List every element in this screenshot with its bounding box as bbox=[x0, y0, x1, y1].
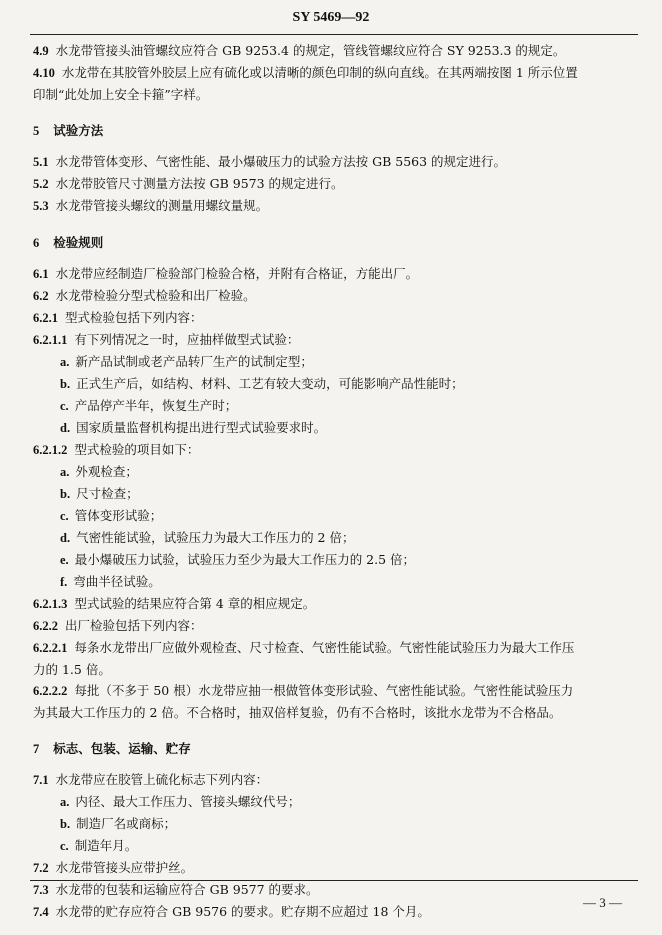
list-item-letter: a. bbox=[60, 795, 70, 809]
clause-line bbox=[33, 329, 633, 351]
clause-line bbox=[33, 659, 633, 680]
clause-line bbox=[33, 285, 633, 307]
list-item-text: 正式生产后，如结构、材料、工艺有较大变动，可能影响产品性能时； bbox=[76, 376, 464, 391]
clause-number: 5.2 bbox=[33, 177, 49, 191]
clause-number: 6.2.1.3 bbox=[33, 597, 68, 611]
clause-number: 4.10 bbox=[33, 66, 55, 80]
section-heading bbox=[33, 738, 633, 760]
list-item-text: 产品停产半年，恢复生产时； bbox=[74, 398, 238, 413]
clause-text: 印制“此处加上安全卡箍”字样。 bbox=[33, 87, 209, 102]
clause-text: 型式试验的结果应符合第 4 章的相应规定。 bbox=[74, 596, 316, 611]
list-item bbox=[33, 395, 633, 417]
section-title: 试验方法 bbox=[53, 123, 104, 138]
clause-text: 型式检验包括下列内容： bbox=[65, 310, 203, 325]
clause-line bbox=[33, 84, 633, 105]
clause-number: 5.3 bbox=[33, 199, 49, 213]
clause-line bbox=[33, 593, 633, 615]
clause-text: 水龙带应经制造厂检验部门检验合格，并附有合格证，方能出厂。 bbox=[55, 266, 419, 281]
clause-number: 6.2.1.1 bbox=[33, 333, 68, 347]
list-item-text: 制造厂名或商标； bbox=[76, 816, 177, 831]
clause-number: 7.4 bbox=[33, 905, 49, 919]
list-item-letter: d. bbox=[60, 421, 71, 435]
clause-line bbox=[33, 769, 633, 791]
clause-number: 7.3 bbox=[33, 883, 49, 897]
list-item bbox=[33, 813, 633, 835]
list-item-text: 外观检查； bbox=[75, 464, 138, 479]
clause-line bbox=[33, 40, 633, 62]
list-item-letter: b. bbox=[60, 377, 71, 391]
list-item-letter: c. bbox=[60, 509, 69, 523]
section-number: 6 bbox=[33, 236, 40, 250]
list-item-letter: e. bbox=[60, 553, 69, 567]
clause-number: 4.9 bbox=[33, 44, 49, 58]
list-item bbox=[33, 461, 633, 483]
list-item bbox=[33, 505, 633, 527]
list-item-text: 管体变形试验； bbox=[74, 508, 163, 523]
clause-number: 7.2 bbox=[33, 861, 49, 875]
clause-line bbox=[33, 307, 633, 329]
section-heading bbox=[33, 120, 633, 142]
list-item-letter: a. bbox=[60, 465, 70, 479]
list-item-letter: d. bbox=[60, 531, 71, 545]
clause-text: 水龙带管接头油管螺纹应符合 GB 9253.4 的规定，管线管螺纹应符合 SY 9253.3 的规定。 bbox=[55, 43, 566, 58]
clause-line bbox=[33, 62, 633, 84]
clause-text: 水龙带管接头螺纹的测量用螺纹量规。 bbox=[55, 198, 269, 213]
clause-text: 水龙带胶管尺寸测量方法按 GB 9573 的规定进行。 bbox=[55, 176, 344, 191]
list-item bbox=[33, 791, 633, 813]
clause-line bbox=[33, 195, 633, 217]
clause-text: 水龙带的贮存应符合 GB 9576 的要求。贮存期不应超过 18 个月。 bbox=[55, 904, 430, 919]
section-heading bbox=[33, 232, 633, 254]
list-item-text: 国家质量监督机构提出进行型式试验要求时。 bbox=[76, 420, 327, 435]
section-number: 7 bbox=[33, 742, 40, 756]
list-item-text: 气密性能试验，试验压力为最大工作压力的 2 倍； bbox=[76, 530, 355, 545]
document-body bbox=[33, 40, 633, 923]
clause-text: 水龙带的包装和运输应符合 GB 9577 的要求。 bbox=[55, 882, 319, 897]
list-item-text: 最小爆破压力试验，试验压力至少为最大工作压力的 2.5 倍； bbox=[74, 552, 416, 567]
clause-line bbox=[33, 857, 633, 879]
list-item-letter: c. bbox=[60, 839, 69, 853]
clause-text: 水龙带管体变形、气密性能、最小爆破压力的试验方法按 GB 5563 的规定进行。 bbox=[55, 154, 507, 169]
list-item bbox=[33, 571, 633, 593]
clause-text: 水龙带应在胶管上硫化标志下列内容： bbox=[55, 772, 269, 787]
list-item-text: 尺寸检查； bbox=[76, 486, 139, 501]
clause-text: 力的 1.5 倍。 bbox=[33, 662, 111, 677]
list-item bbox=[33, 835, 633, 857]
section-gap bbox=[33, 217, 633, 225]
list-item-letter: c. bbox=[60, 399, 69, 413]
clause-line bbox=[33, 637, 633, 659]
clause-line bbox=[33, 680, 633, 702]
list-item-letter: b. bbox=[60, 487, 71, 501]
clause-text: 水龙带管接头应带护丝。 bbox=[55, 860, 194, 875]
clause-text: 有下列情况之一时，应抽样做型式试验： bbox=[74, 332, 300, 347]
clause-text: 出厂检验包括下列内容： bbox=[65, 618, 203, 633]
clause-text: 为其最大工作压力的 2 倍。不合格时，抽双倍样复验，仍有不合格时，该批水龙带为不合格品。 bbox=[33, 705, 562, 720]
list-item bbox=[33, 483, 633, 505]
section-gap bbox=[33, 105, 633, 113]
clause-line bbox=[33, 263, 633, 285]
clause-number: 6.1 bbox=[33, 267, 49, 281]
clause-text: 水龙带在其胶管外胶层上应有硫化或以清晰的颜色印制的纵向直线。在其两端按图 1 所示位置 bbox=[61, 65, 578, 80]
clause-number: 6.2.2.1 bbox=[33, 641, 68, 655]
list-item-letter: b. bbox=[60, 817, 71, 831]
section-title: 检验规则 bbox=[53, 235, 104, 250]
clause-text: 水龙带检验分型式检验和出厂检验。 bbox=[55, 288, 256, 303]
list-item-letter: f. bbox=[60, 575, 68, 589]
section-number: 5 bbox=[33, 124, 40, 138]
list-item-text: 制造年月。 bbox=[74, 838, 138, 853]
clause-text: 每批（不多于 50 根）水龙带应抽一根做管体变形试验、气密性能试验。气密性能试验压力 bbox=[74, 683, 574, 698]
clause-number: 6.2.1.2 bbox=[33, 443, 68, 457]
clause-line bbox=[33, 151, 633, 173]
clause-line bbox=[33, 439, 633, 461]
list-item bbox=[33, 417, 633, 439]
page-number: — 3 — bbox=[583, 895, 622, 910]
header-rule bbox=[30, 34, 638, 35]
section-title: 标志、包装、运输、贮存 bbox=[53, 741, 191, 756]
section-gap bbox=[33, 723, 633, 731]
clause-line bbox=[33, 702, 633, 723]
clause-number: 6.2.2.2 bbox=[33, 684, 68, 698]
clause-line bbox=[33, 901, 633, 923]
list-item bbox=[33, 351, 633, 373]
list-item-text: 新产品试制或老产品转厂生产的试制定型； bbox=[75, 354, 313, 369]
clause-number: 5.1 bbox=[33, 155, 49, 169]
footer-rule bbox=[30, 880, 638, 881]
clause-number: 7.1 bbox=[33, 773, 49, 787]
list-item bbox=[33, 373, 633, 395]
document-code-header: SY 5469—92 bbox=[292, 10, 370, 25]
list-item bbox=[33, 549, 633, 571]
clause-text: 每条水龙带出厂应做外观检查、尺寸检查、气密性能试验。气密性能试验压力为最大工作压 bbox=[74, 640, 575, 655]
list-item-text: 弯曲半径试验。 bbox=[73, 574, 161, 589]
clause-line bbox=[33, 615, 633, 637]
list-item-letter: a. bbox=[60, 355, 70, 369]
list-item bbox=[33, 527, 633, 549]
clause-number: 6.2.1 bbox=[33, 311, 58, 325]
clause-line bbox=[33, 879, 633, 901]
clause-text: 型式检验的项目如下： bbox=[74, 442, 200, 457]
clause-number: 6.2 bbox=[33, 289, 49, 303]
list-item-text: 内径、最大工作压力、管接头螺纹代号； bbox=[75, 794, 301, 809]
clause-number: 6.2.2 bbox=[33, 619, 58, 633]
clause-line bbox=[33, 173, 633, 195]
